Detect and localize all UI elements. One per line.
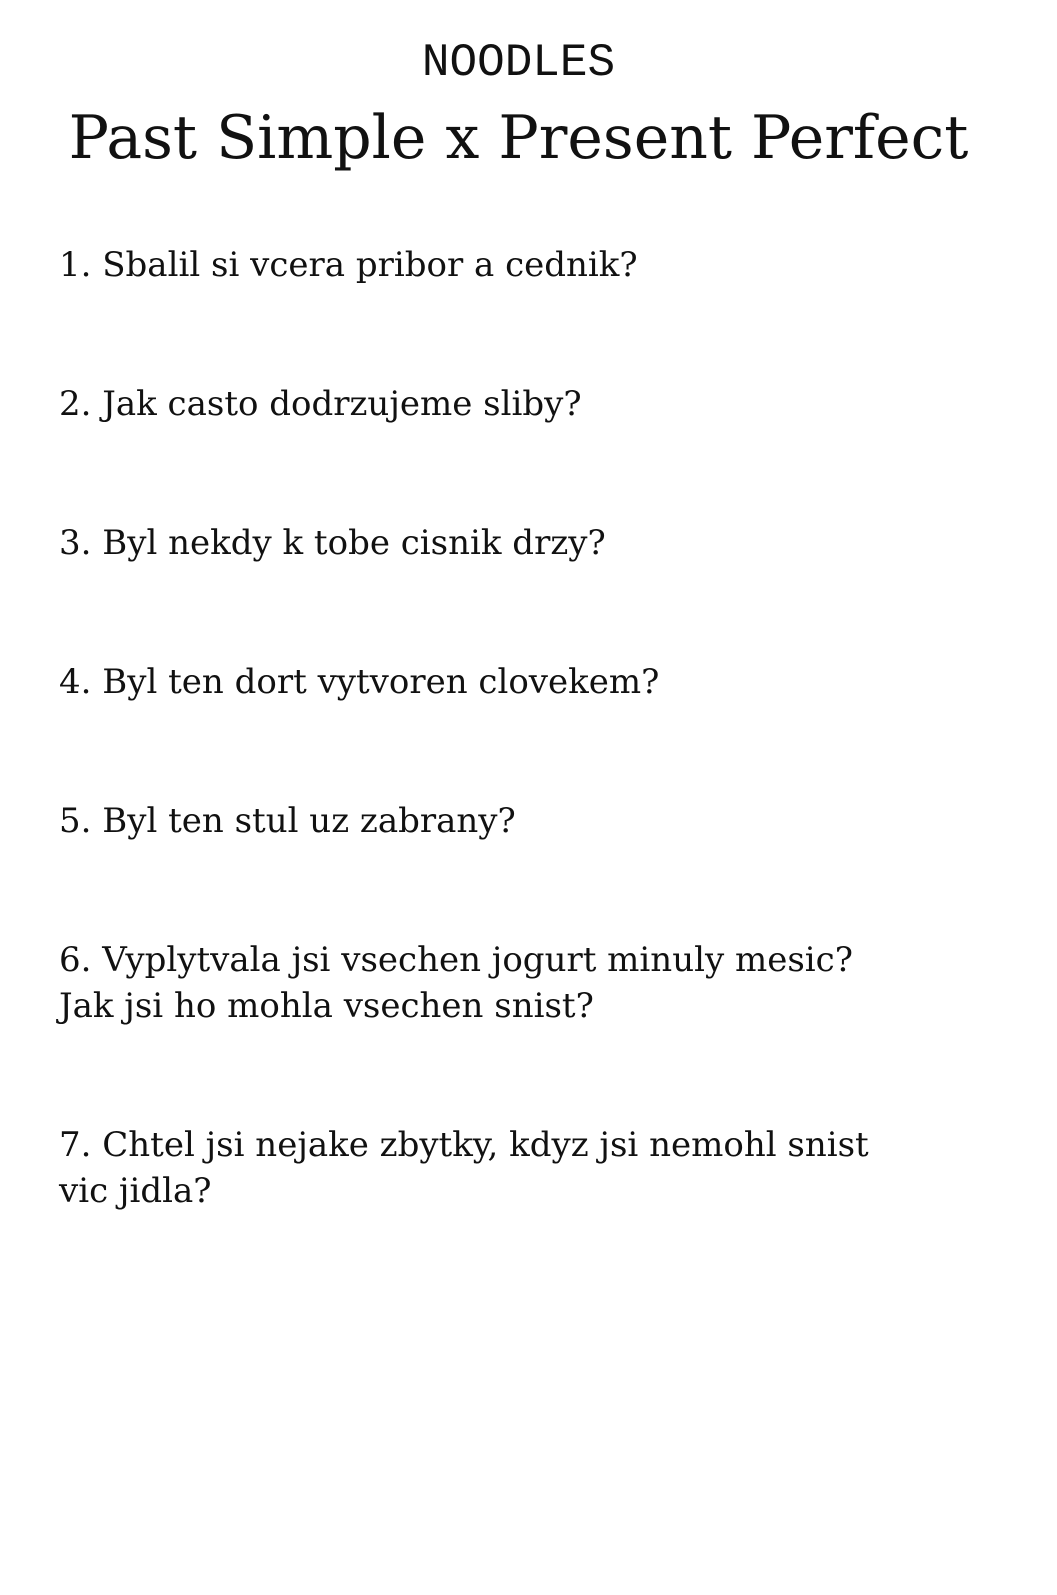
question-line: 5. Byl ten stul uz zabrany? — [59, 801, 516, 841]
question-item-3 — [59, 520, 959, 566]
worksheet-title: Past Simple x Present Perfect — [68, 103, 969, 173]
question-item-5 — [59, 798, 959, 844]
worksheet-kicker: NOODLES — [421, 37, 616, 89]
question-line: 1. Sbalil si vcera pribor a cednik? — [59, 245, 638, 285]
question-line: 4. Byl ten dort vytvoren clovekem? — [59, 662, 660, 702]
question-item-2 — [59, 381, 959, 427]
question-item-1 — [59, 242, 959, 288]
question-line: 7. Chtel jsi nejake zbytky, kdyz jsi nemohl snist — [59, 1125, 869, 1165]
question-item-4 — [59, 659, 959, 705]
question-line: 3. Byl nekdy k tobe cisnik drzy? — [59, 523, 606, 563]
question-item-7 — [59, 1122, 959, 1214]
question-line: 6. Vyplytvala jsi vsechen jogurt minuly mesic? — [59, 940, 853, 980]
question-line: 2. Jak casto dodrzujeme sliby? — [59, 384, 582, 424]
question-line-continued: vic jidla? — [59, 1171, 212, 1211]
question-line-continued: Jak jsi ho mohla vsechen snist? — [59, 986, 594, 1026]
question-item-6 — [59, 937, 959, 1029]
